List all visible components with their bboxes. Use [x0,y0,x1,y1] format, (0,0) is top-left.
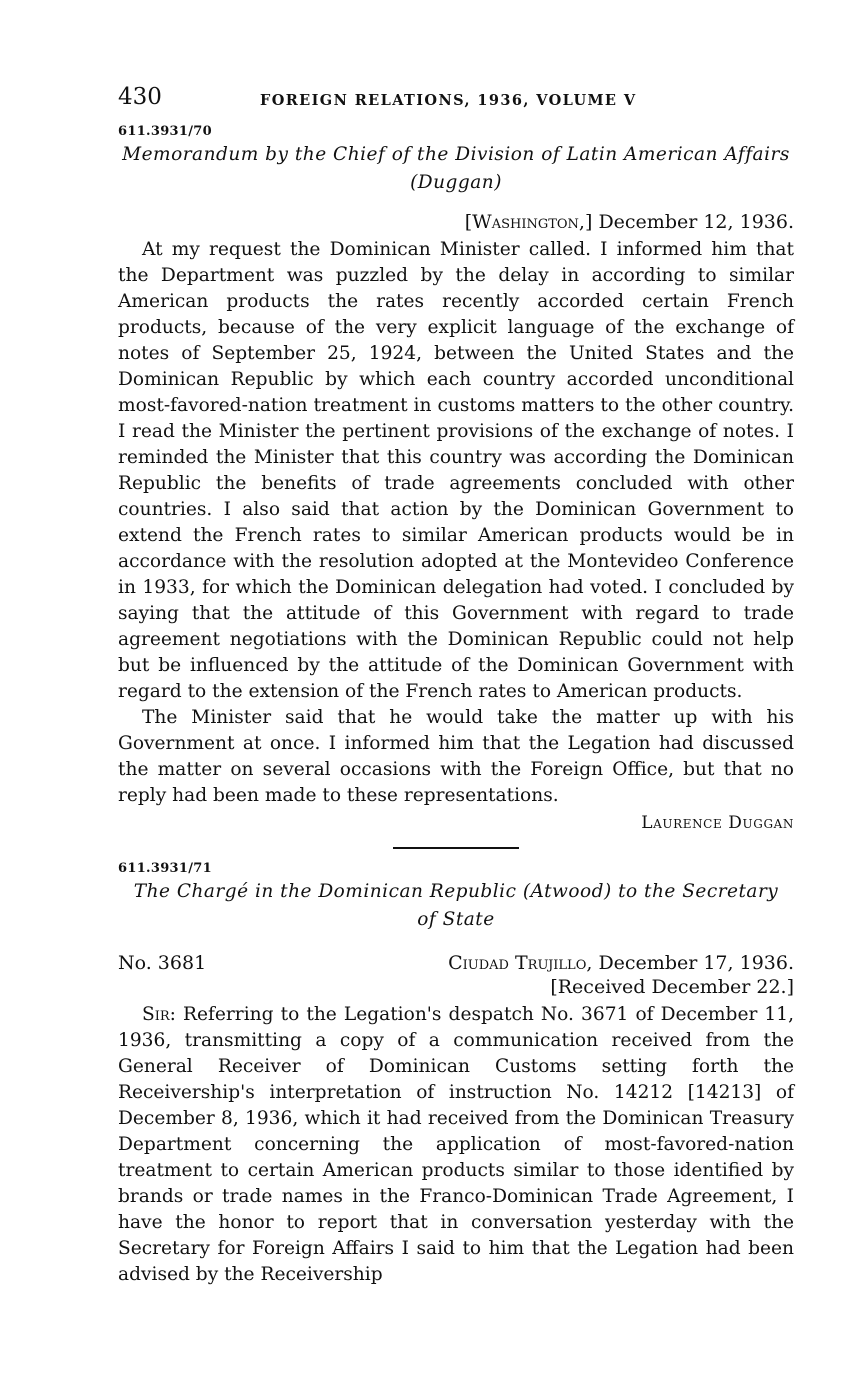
doc1-paragraph-1: At my request the Dominican Minister called. I informed him that the Department was puzzled by the delay in according to similar American products the rates recently accorded certain French products, because of the very explicit language of the exchange of notes of September 25, 1924, between the United States and the Dominican Republic by which each country accorded unconditional most-favored-nation treatment in customs matters to the other country. I read the Minister the pertinent provisions of the exchange of notes. I reminded the Minister that this country was according the Dominican Republic the benefits of trade agreements concluded with other countries. I also said that action by the Dominican Government to extend the French rates to similar American products would be in accordance with the resolution adopted at the Montevideo Conference in 1933, for which the Dominican delegation had voted. I concluded by saying that the attitude of this Government with regard to trade agreement negotiations with the Dominican Republic could not help but be influenced by the attitude of the Dominican Government with regard to the extension of the French rates to American products. [118,239,794,702]
doc2-title-line1: The Chargé in the Dominican Republic (Atwood) to the Secretary [133,881,779,902]
doc1-paragraph-2: The Minister said that he would take the matter up with his Government at once. I informed him that the Legation had discussed the matter on several occasions with the Foreign Office, but that no reply had been made to these representations. [118,707,794,806]
doc2-title-line2: of State [417,909,495,930]
doc2-despatch-number: No. 3681 [118,952,207,974]
document-page [118,84,794,1288]
doc1-title-line2: (Duggan) [410,172,502,193]
doc1-dateline [118,211,794,233]
doc1-file-number: 611.3931/70 [118,124,212,139]
running-head [118,84,794,118]
doc2-dateline [118,952,794,974]
doc2-place-date [448,952,794,974]
doc1-title-line1: Memorandum by the Chief of the Division of Latin American Affairs [122,144,790,165]
running-title: FOREIGN RELATIONS, 1936, VOLUME V [260,92,637,109]
doc2-place: Ciudad Trujillo, [448,952,593,974]
doc2-received: [Received December 22.] [550,976,794,998]
doc2-paragraph-1 [118,1002,794,1288]
doc2-salutation: Sir: [142,1004,176,1025]
doc1-date: December 12, 1936. [598,211,794,233]
doc2-paragraph-text: Referring to the Legation's despatch No. 3671 of December 11, 1936, transmitting a copy of a communication received from the General Receiver of Dominican Customs setting forth the Receivership's interpretation of instruction No. 14212 [14213] of December 8, 1936, which it had received from the Dominican Treasury Department concerning the application of most-favored-nation treatment to certain American products similar to those identified by brands or trade names in the Franco-Dominican Trade Agreement, I have the honor to report that in conversation yesterday with the Secretary for Foreign Affairs I said to him that the Legation had been advised by the Receivership [118,1004,794,1285]
page-number: 430 [118,84,162,110]
doc2-date: December 17, 1936. [598,952,794,974]
doc2-file-number: 611.3931/71 [118,861,212,876]
doc1-place: [Washington,] [464,211,593,233]
doc1-signature: Laurence Duggan [641,813,794,833]
section-divider [393,847,519,849]
